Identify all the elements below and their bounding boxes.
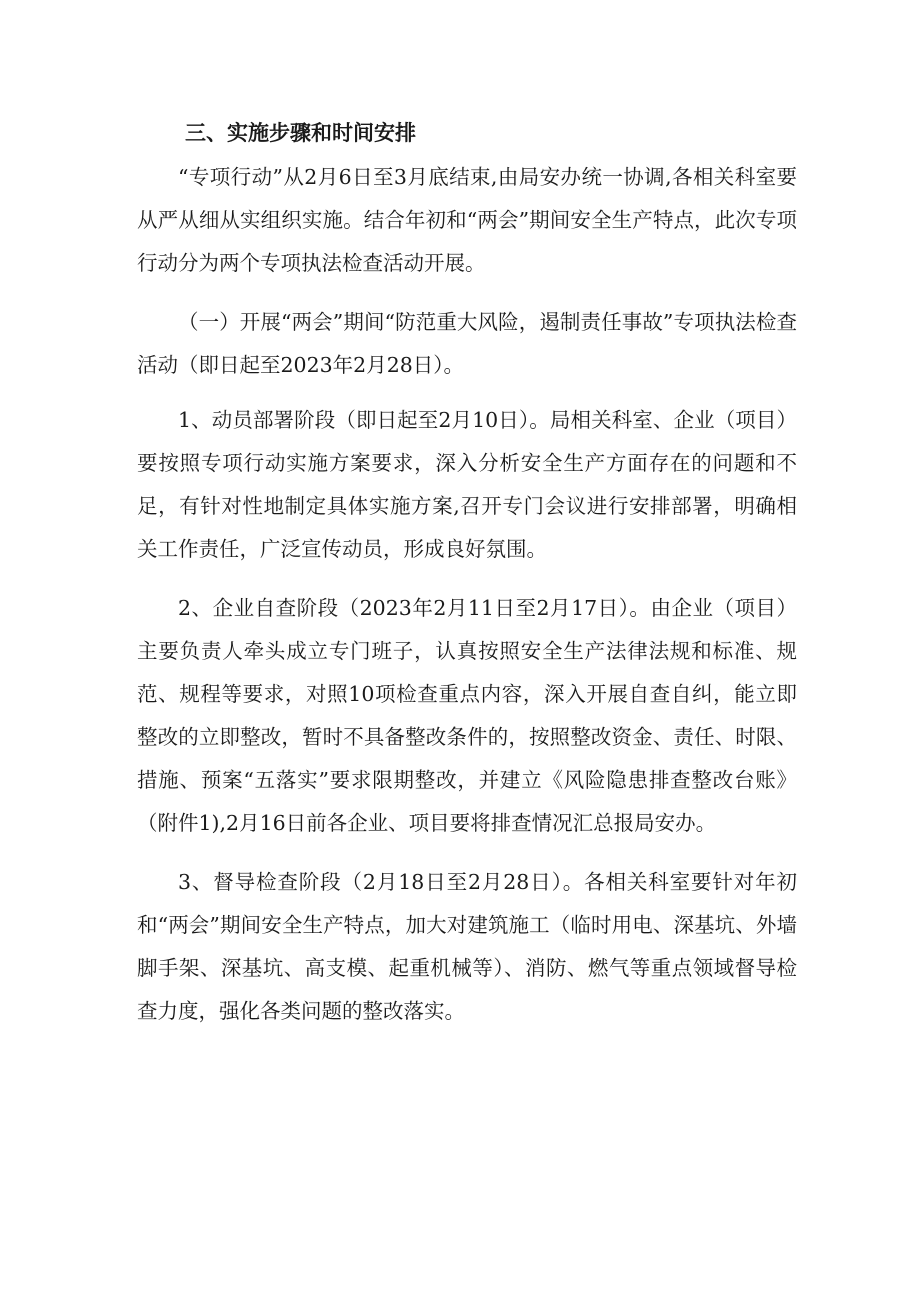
paragraph-step-supervision: 3、督导检查阶段（2月18日至2月28日）。各相关科室要针对年初和“两会”期间安全生产特点，加大对建筑施工（临时用电、深基坑、外墙脚手架、深基坑、高支模、起重机械等）、消防、燃气等重点领域督导检查力度，强化各类问题的整改落实。 (137, 870, 797, 1023)
paragraph-step-mobilization: 1、动员部署阶段（即日起至2月10日）。局相关科室、企业（项目）要按照专项行动实施方案要求，深入分析安全生产方面存在的问题和不足，有针对性地制定具体实施方案,召开专门会议进行安排部署，明确相关工作责任，广泛宣传动员，形成良好氛围。 (137, 408, 797, 561)
paragraph-activity-one: （一）开展“两会”期间“防范重大风险，遏制责任事故”专项执法检查活动（即日起至2023年2月28日）。 (137, 310, 797, 377)
section-heading: 三、实施步骤和时间安排 (185, 120, 416, 145)
document-body (137, 112, 797, 1049)
paragraph-step-self-inspection: 2、企业自查阶段（2023年2月11日至2月17日）。由企业（项目）主要负责人牵头成立专门班子，认真按照安全生产法律法规和标准、规范、规程等要求，对照10项检查重点内容，深入开展自查自纠，能立即整改的立即整改，暂时不具备整改条件的，按照整改资金、责任、时限、措施、预案“五落实”要求限期整改，并建立《风险隐患排查整改台账》（附件1),2月16日前各企业、项目要将排查情况汇总报局安办。 (137, 596, 797, 835)
paragraph-intro: “专项行动”从2月6日至3月底结束,由局安办统一协调,各相关科室要从严从细从实组织实施。结合年初和“两会”期间安全生产特点，此次专项行动分为两个专项执法检查活动开展。 (137, 165, 797, 275)
